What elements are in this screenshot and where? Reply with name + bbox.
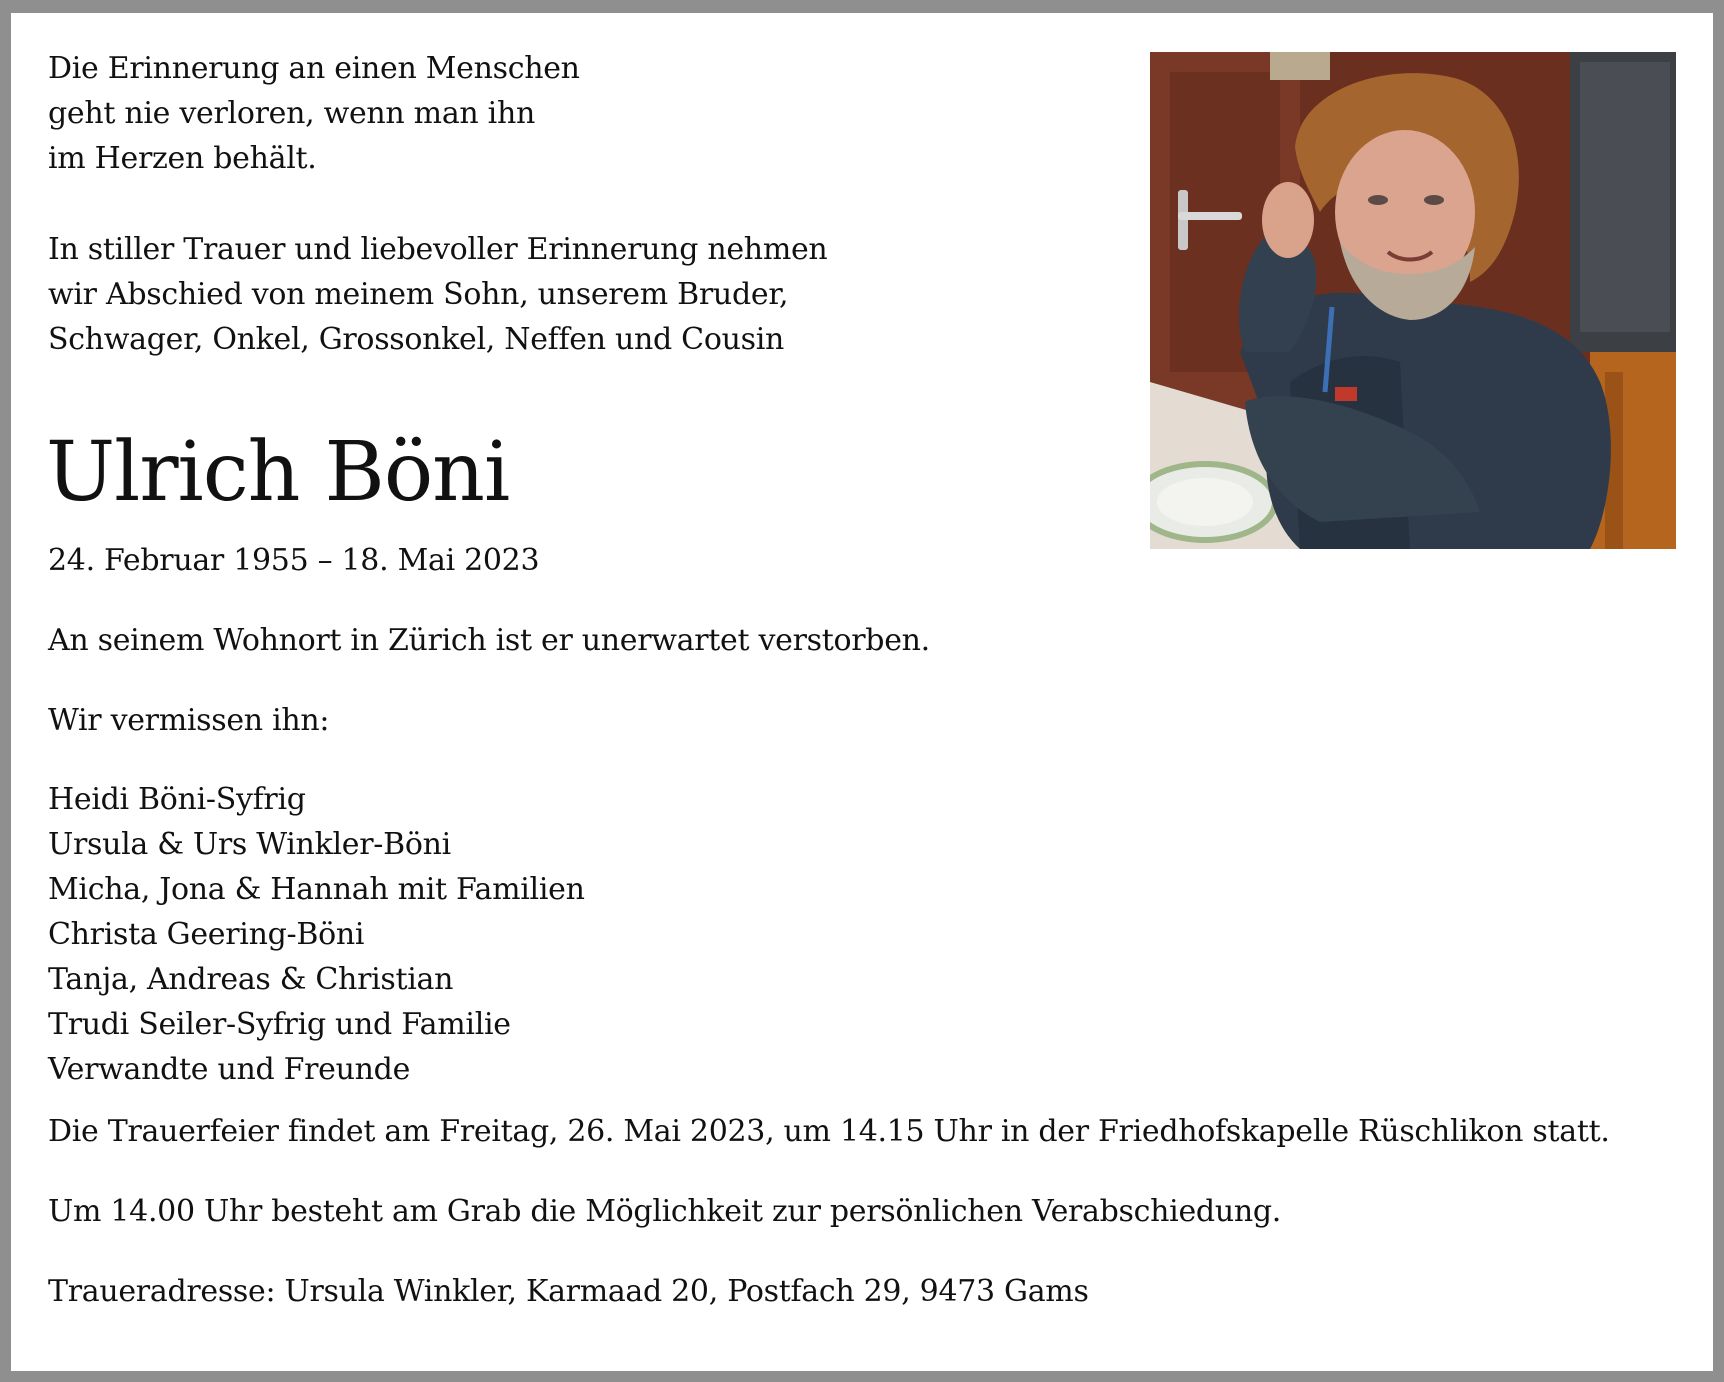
mourner-name: Trudi Seiler-Syfrig und Familie — [48, 1007, 511, 1042]
portrait-photo — [1150, 52, 1676, 549]
life-dates: 24. Februar 1955 – 18. Mai 2023 — [48, 543, 540, 578]
mourners-heading: Wir vermissen ihn: — [48, 703, 330, 738]
mourner-name: Ursula & Urs Winkler-Böni — [48, 827, 451, 862]
intro-line: Schwager, Onkel, Grossonkel, Neffen und Cousin — [48, 322, 785, 357]
intro-line: In stiller Trauer und liebevoller Erinnerung nehmen — [48, 232, 828, 267]
mourner-name: Heidi Böni-Syfrig — [48, 782, 306, 817]
farewell-info: Um 14.00 Uhr besteht am Grab die Möglichkeit zur persönlichen Verabschiedung. — [48, 1194, 1282, 1229]
quote-line: Die Erinnerung an einen Menschen — [48, 51, 580, 86]
deceased-name: Ulrich Böni — [46, 425, 510, 520]
mourners-list — [48, 777, 585, 1092]
mourner-name: Verwandte und Freunde — [48, 1052, 411, 1087]
intro-paragraph — [48, 227, 827, 362]
quote-line: geht nie verloren, wenn man ihn — [48, 96, 536, 131]
intro-line: wir Abschied von meinem Sohn, unserem Bruder, — [48, 277, 789, 312]
death-statement: An seinem Wohnort in Zürich ist er unerwartet verstorben. — [48, 623, 930, 658]
memorial-quote — [48, 46, 580, 181]
mourner-name: Tanja, Andreas & Christian — [48, 962, 454, 997]
mourning-address: Traueradresse: Ursula Winkler, Karmaad 20, Postfach 29, 9473 Gams — [48, 1274, 1089, 1309]
mourner-name: Micha, Jona & Hannah mit Familien — [48, 872, 585, 907]
obituary-page — [11, 13, 1713, 1371]
service-info: Die Trauerfeier findet am Freitag, 26. Mai 2023, um 14.15 Uhr in der Friedhofskapelle Rüschlikon statt. — [48, 1114, 1610, 1149]
mourner-name: Christa Geering-Böni — [48, 917, 365, 952]
quote-line: im Herzen behält. — [48, 141, 317, 176]
